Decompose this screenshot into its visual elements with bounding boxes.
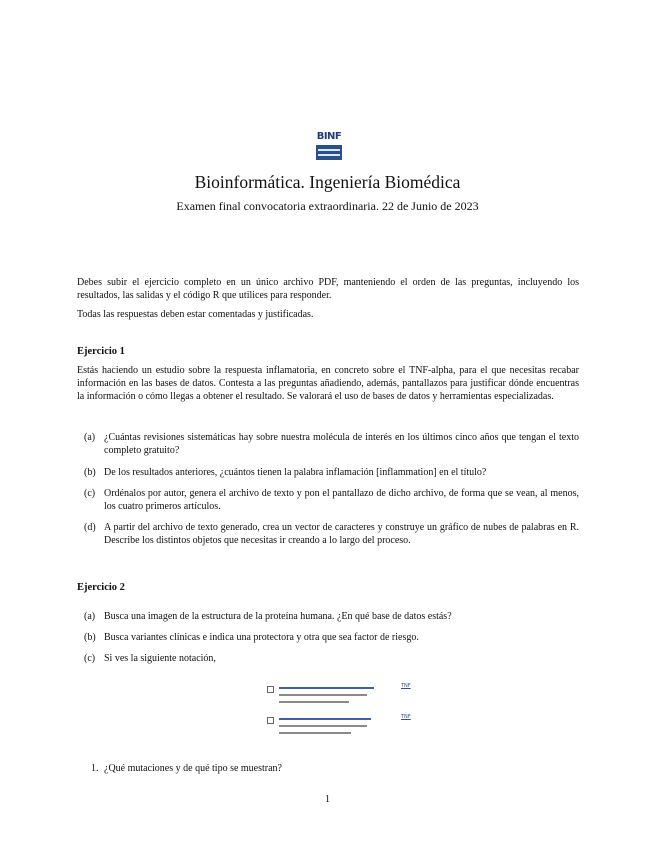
variant-entry [265,681,433,709]
exercise-1-item-d [84,521,579,547]
intro-paragraph: Debes subir el ejercicio completo en un único archivo PDF, manteniendo el orden de las preguntas, incluyendo los resultados, las salidas y el código R que utilices para responder. [77,277,579,302]
exercise-1-item-c [84,487,579,513]
variant-entry [265,712,433,740]
exercise-1-heading: Ejercicio 1 [77,346,125,357]
item-text: Busca variantes clínicas e indica una protectora y otra que sea factor de riesgo. [104,632,419,643]
gene-label: TNF [401,714,411,720]
logo-text: BINF [316,131,342,142]
variant-detail-line [279,694,367,696]
item-label: (d) [84,522,96,533]
variant-link [279,718,371,720]
exercise-2-subitem-1 [91,762,579,775]
intro-note: Todas las respuestas deben estar comentadas y justificadas. [77,309,314,320]
exercise-1-item-a [84,431,579,457]
logo-graphic [316,145,342,160]
item-label: 1. [91,763,99,774]
item-label: (c) [84,488,96,499]
exercise-2-item-a [84,610,579,623]
item-label: (c) [84,653,96,664]
variant-detail-line [279,725,367,727]
item-text: Ordénalos por autor, genera el archivo de texto y pon el pantallazo de dicho archivo, de forma que se vean, al menos, los cuatro primeros artículos. [104,488,579,513]
item-label: (a) [84,432,96,443]
item-text: De los resultados anteriores, ¿cuántos tienen la palabra inflamación [inflammation] en el título? [104,467,487,478]
checkbox-icon [267,686,274,693]
item-text: Si ves la siguiente notación, [104,653,216,664]
item-label: (b) [84,467,96,478]
item-text: A partir del archivo de texto generado, crea un vector de caracteres y construye un gráfico de nubes de palabras en R. Describe los distintos objetos que necesitas ir creando a lo largo del proceso. [104,522,579,547]
item-label: (a) [84,611,96,622]
exercise-2-item-c [84,652,579,665]
item-text: Busca una imagen de la estructura de la proteína humana. ¿En qué base de datos estás? [104,611,452,622]
document-title: Bioinformática. Ingeniería Biomédica [194,172,461,192]
checkbox-icon [267,717,274,724]
item-label: (b) [84,632,96,643]
variant-notation-screenshot [265,681,433,740]
gene-label: TNF [401,683,411,689]
exercise-1-item-b [84,466,579,479]
variant-link [279,687,374,689]
exercise-2-heading: Ejercicio 2 [77,582,125,593]
variant-detail-line [279,732,351,734]
item-text: ¿Qué mutaciones y de qué tipo se muestran? [104,763,282,774]
binf-logo [315,131,343,161]
exercise-1-statement: Estás haciendo un estudio sobre la respuesta inflamatoria, en concreto sobre el TNF-alpha, para el que necesitas recabar información en las bases de datos. Contesta a las preguntas añadiendo, además, pantallazos para justificar dónde encuentras la información o cómo llegas a obtener el resultado. Se valorará el uso de bases de datos y herramientas especializadas. [77,365,579,403]
variant-detail-line [279,701,349,703]
document-subtitle: Examen final convocatoria extraordinaria. 22 de Junio de 2023 [176,199,479,213]
exercise-2-item-b [84,631,579,644]
item-text: ¿Cuántas revisiones sistemáticas hay sobre nuestra molécula de interés en los últimos cinco años que tengan el texto completo gratuito? [104,432,579,457]
page-number: 1 [325,794,330,805]
